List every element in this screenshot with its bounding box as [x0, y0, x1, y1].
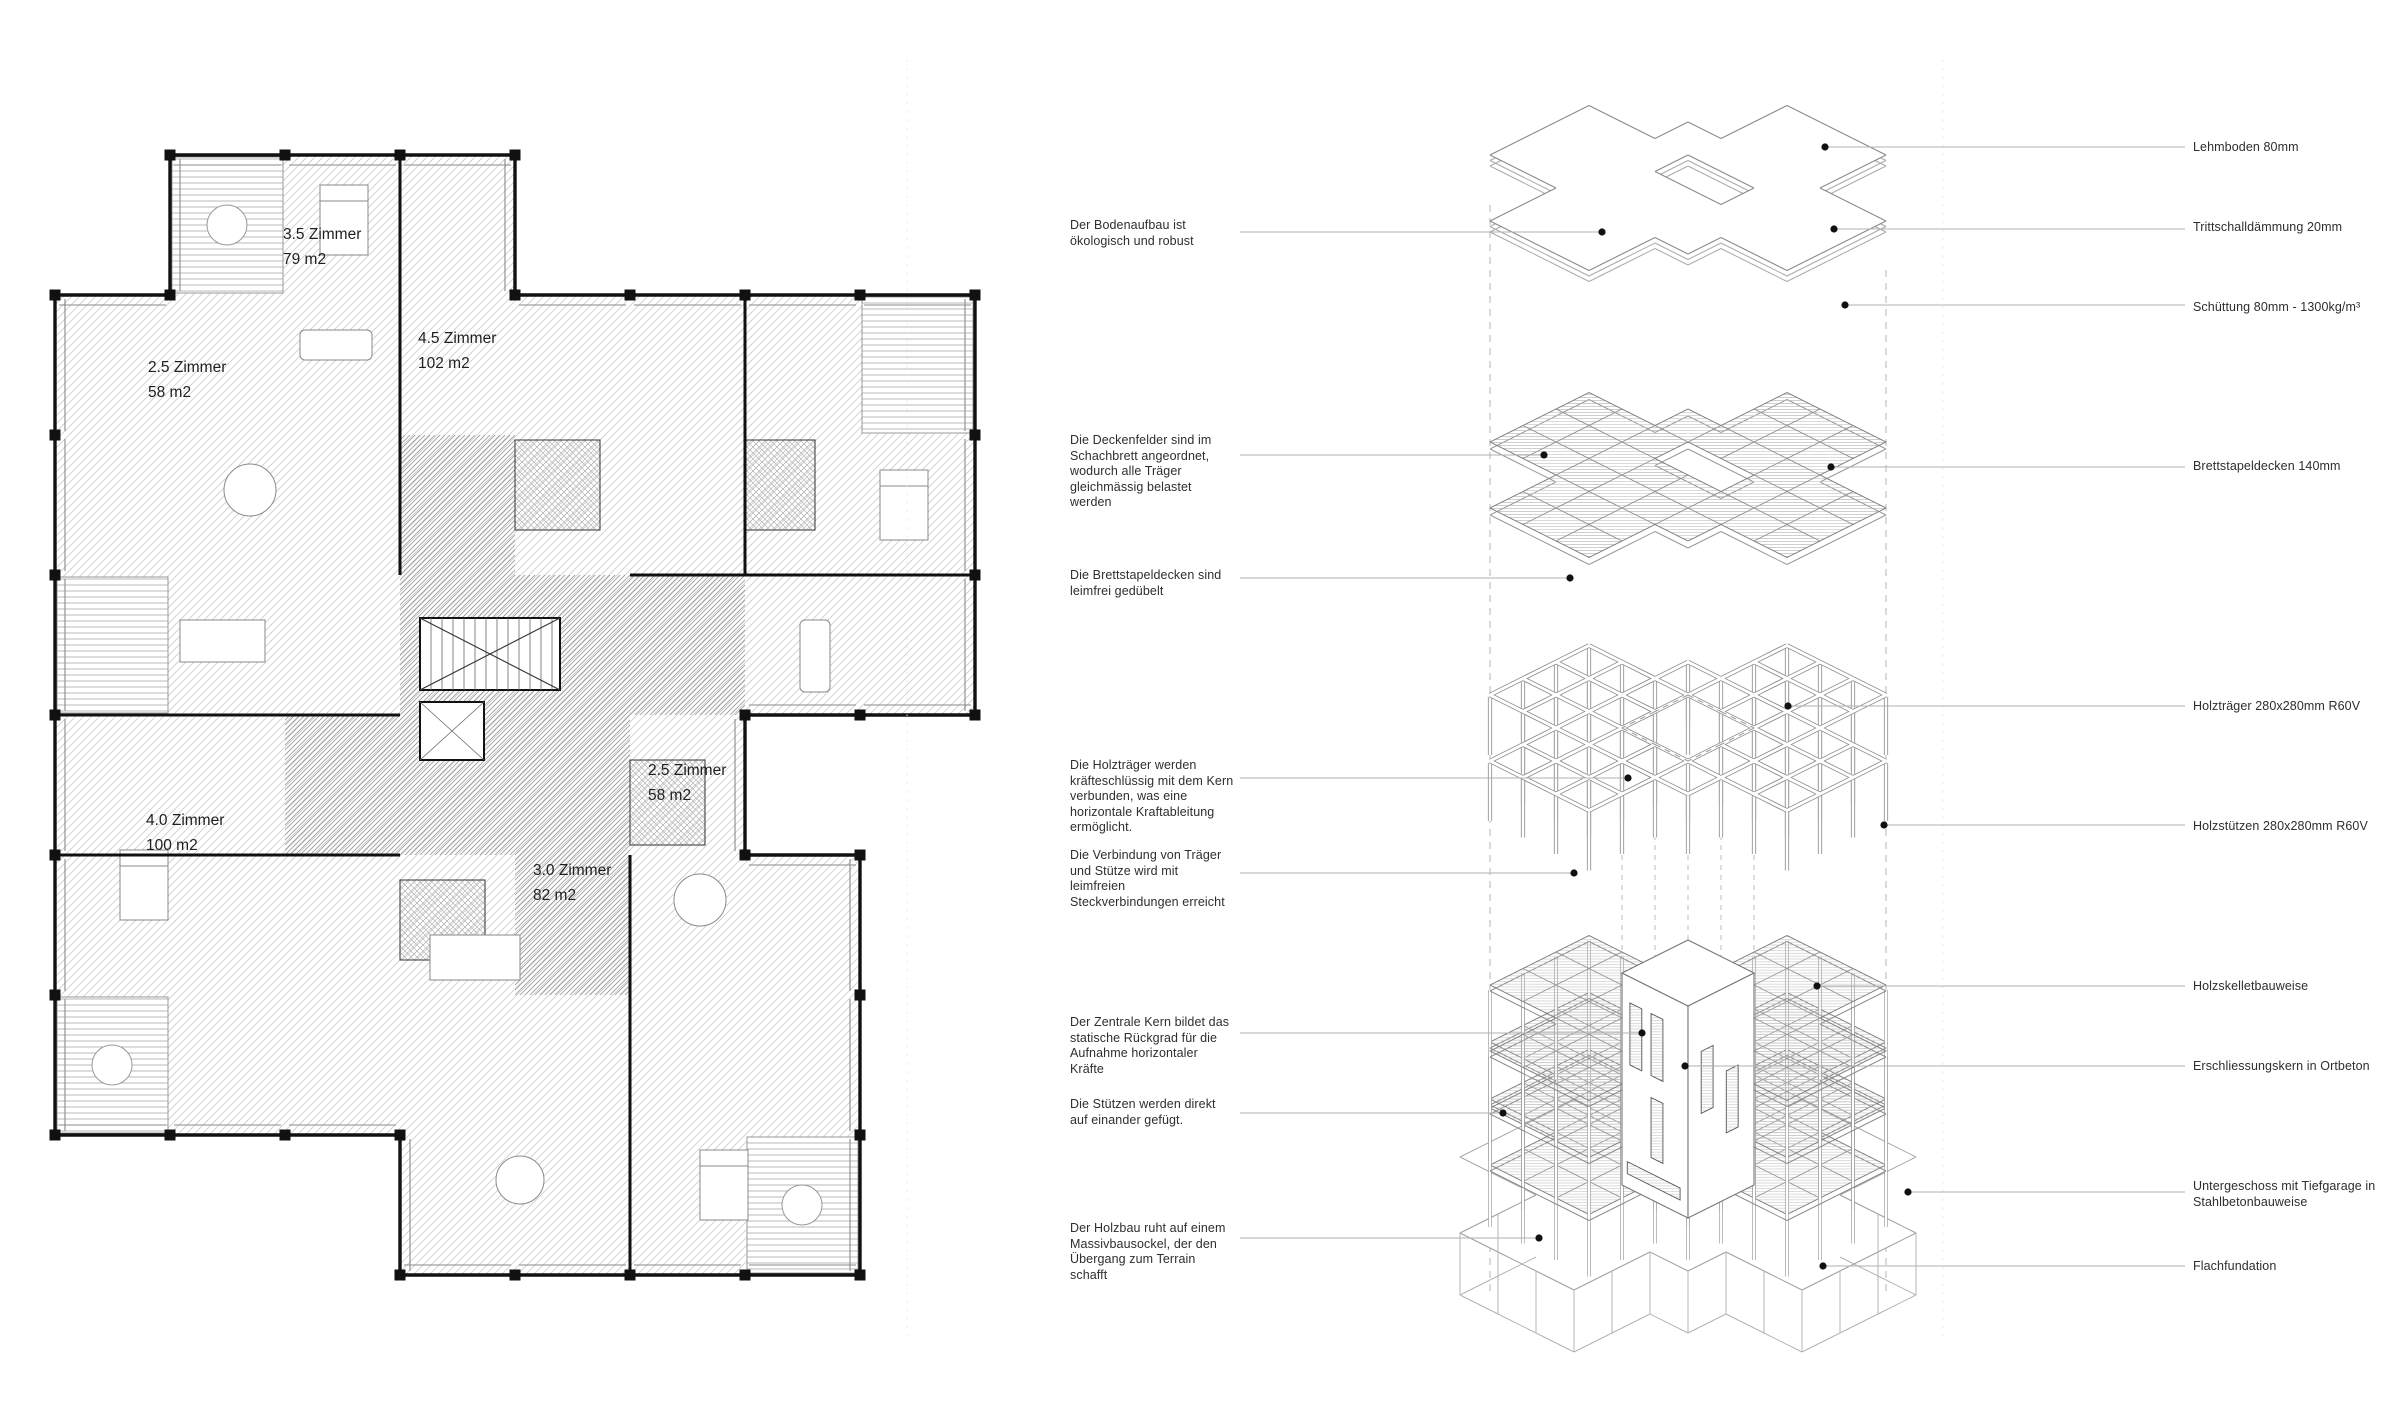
leader-dot [1681, 1062, 1688, 1069]
terrace-table [782, 1185, 822, 1225]
label-flachfundation: Flachfundation [2193, 1259, 2277, 1273]
annotation-verbindung: Die Verbindung von Träger und Stütze wird mit leimfreien Steckverbindungen erreicht [1070, 848, 1225, 909]
core-corridor [400, 435, 515, 575]
apartment-label-4-0 [146, 808, 224, 858]
apartment-label-3-0 [533, 858, 611, 908]
facade-column [50, 850, 61, 861]
apartment-area: 82 m2 [533, 887, 577, 904]
facade-column [165, 290, 176, 301]
facade-column [50, 430, 61, 441]
leader-dot [1841, 301, 1848, 308]
apartment-rooms: 2.5 Zimmer [648, 762, 727, 779]
facade-column [740, 710, 751, 721]
facade-column [625, 290, 636, 301]
leader-dot [1813, 982, 1820, 989]
facade-column [280, 1130, 291, 1141]
annotation-massivsockel: Der Holzbau ruht auf einem Massivbausockel, der den Übergang zum Terrain schafft [1070, 1221, 1226, 1282]
facade-column [165, 1130, 176, 1141]
apartment-area: 58 m2 [648, 787, 692, 804]
facade-column [855, 850, 866, 861]
core-window [1651, 1014, 1663, 1082]
apartment-label-2-5-left [148, 355, 226, 405]
leader-dot [1624, 774, 1631, 781]
facade-column [50, 990, 61, 1001]
leader-dot [1880, 821, 1887, 828]
label-untergeschoss: Untergeschoss mit Tiefgarage in Stahlbetonbauweise [2193, 1179, 2376, 1209]
terrace-table [207, 205, 247, 245]
leader-dot [1830, 225, 1837, 232]
bed [120, 850, 168, 920]
leader-dot [1540, 451, 1547, 458]
apartment-area: 100 m2 [146, 837, 198, 854]
apartment-label-2-5-right [648, 758, 726, 808]
leader-dot [1827, 463, 1834, 470]
core-window [1726, 1065, 1738, 1133]
apartment-rooms: 3.5 Zimmer [283, 226, 362, 243]
facade-column [395, 150, 406, 161]
facade-column [740, 1270, 751, 1281]
facade-column [510, 1270, 521, 1281]
label-holztraeger: Holzträger 280x280mm R60V [2193, 699, 2361, 713]
leader-dot [1819, 1262, 1826, 1269]
balcony-deck [57, 577, 168, 713]
facade-column [280, 150, 291, 161]
label-schuettung: Schüttung 80mm - 1300kg/m³ [2193, 300, 2361, 314]
facade-column [50, 570, 61, 581]
core-window [1701, 1045, 1713, 1113]
bathroom [745, 440, 815, 530]
facade-column [740, 850, 751, 861]
label-trittschall: Trittschalldämmung 20mm [2193, 220, 2343, 234]
facade-column [855, 710, 866, 721]
leader-dot [1598, 228, 1605, 235]
sofa [300, 330, 372, 360]
label-holzstuetzen: Holzstützen 280x280mm R60V [2193, 819, 2368, 833]
facade-column [855, 290, 866, 301]
annotation-bodenaufbau: Der Bodenaufbau ist ökologisch und robust [1070, 218, 1194, 248]
apartment-area: 58 m2 [148, 384, 192, 401]
apartment-area: 79 m2 [283, 251, 327, 268]
facade-column [50, 1130, 61, 1141]
dining-table [180, 620, 265, 662]
facade-column [510, 290, 521, 301]
table [674, 874, 726, 926]
leader-dot [1638, 1029, 1645, 1036]
apartment-rooms: 2.5 Zimmer [148, 359, 227, 376]
bed [880, 470, 928, 540]
annotation-deckenfelder: Die Deckenfelder sind im Schachbrett angeordnet, wodurch alle Träger gleichmässig belastet werden [1070, 433, 1212, 509]
table [224, 464, 276, 516]
label-holzskelett: Holzskelletbauweise [2193, 979, 2309, 993]
table [496, 1156, 544, 1204]
leader-dot [1499, 1109, 1506, 1116]
core-window [1651, 1098, 1663, 1164]
apartment-area: 102 m2 [418, 355, 470, 372]
facade-column [50, 710, 61, 721]
annotation-brettstapel: Die Brettstapeldecken sind leimfrei gedübelt [1070, 568, 1222, 598]
facade-column [395, 1130, 406, 1141]
annotation-stuetzen: Die Stützen werden direkt auf einander gefügt. [1070, 1097, 1216, 1127]
apartment-rooms: 4.5 Zimmer [418, 330, 497, 347]
facade-column [855, 1130, 866, 1141]
core-corridor [630, 575, 745, 715]
facade-column [970, 710, 981, 721]
sofa [800, 620, 830, 692]
apartment-rooms: 3.0 Zimmer [533, 862, 612, 879]
core-corridor [285, 715, 400, 855]
apartment-label-3-5 [283, 222, 361, 272]
facade-column [855, 990, 866, 1001]
label-lehmboden: Lehmboden 80mm [2193, 140, 2299, 154]
facade-column [50, 290, 61, 301]
facade-column [970, 430, 981, 441]
floor-plan [50, 150, 981, 1281]
facade-column [970, 290, 981, 301]
label-brettstapel: Brettstapeldecken 140mm [2193, 459, 2341, 473]
balcony-deck [862, 297, 973, 433]
facade-column [510, 150, 521, 161]
facade-column [970, 570, 981, 581]
facade-column [625, 1270, 636, 1281]
terrace-table [92, 1045, 132, 1085]
leader-dot [1535, 1234, 1542, 1241]
bathroom [515, 440, 600, 530]
leader-dot [1566, 574, 1573, 581]
bed [700, 1150, 748, 1220]
leader-dot [1570, 869, 1577, 876]
facade-column [395, 1270, 406, 1281]
core-window [1630, 1003, 1642, 1071]
apartment-rooms: 4.0 Zimmer [146, 812, 225, 829]
facade-column [165, 150, 176, 161]
apartment-label-4-5 [418, 326, 496, 376]
dining-table [430, 935, 520, 980]
label-erschliessung: Erschliessungskern in Ortbeton [2193, 1059, 2370, 1073]
leader-dot [1821, 143, 1828, 150]
annotation-holztraeger: Die Holzträger werden kräfteschlüssig mit dem Kern verbunden, was eine horizontale Kraftableitung ermöglicht. [1070, 758, 1234, 834]
leader-dot [1784, 702, 1791, 709]
annotation-zentraler-kern: Der Zentrale Kern bildet das statische Rückgrad für die Aufnahme horizontaler Kräfte [1070, 1015, 1230, 1076]
facade-column [855, 1270, 866, 1281]
facade-column [740, 290, 751, 301]
leader-dot [1904, 1188, 1911, 1195]
